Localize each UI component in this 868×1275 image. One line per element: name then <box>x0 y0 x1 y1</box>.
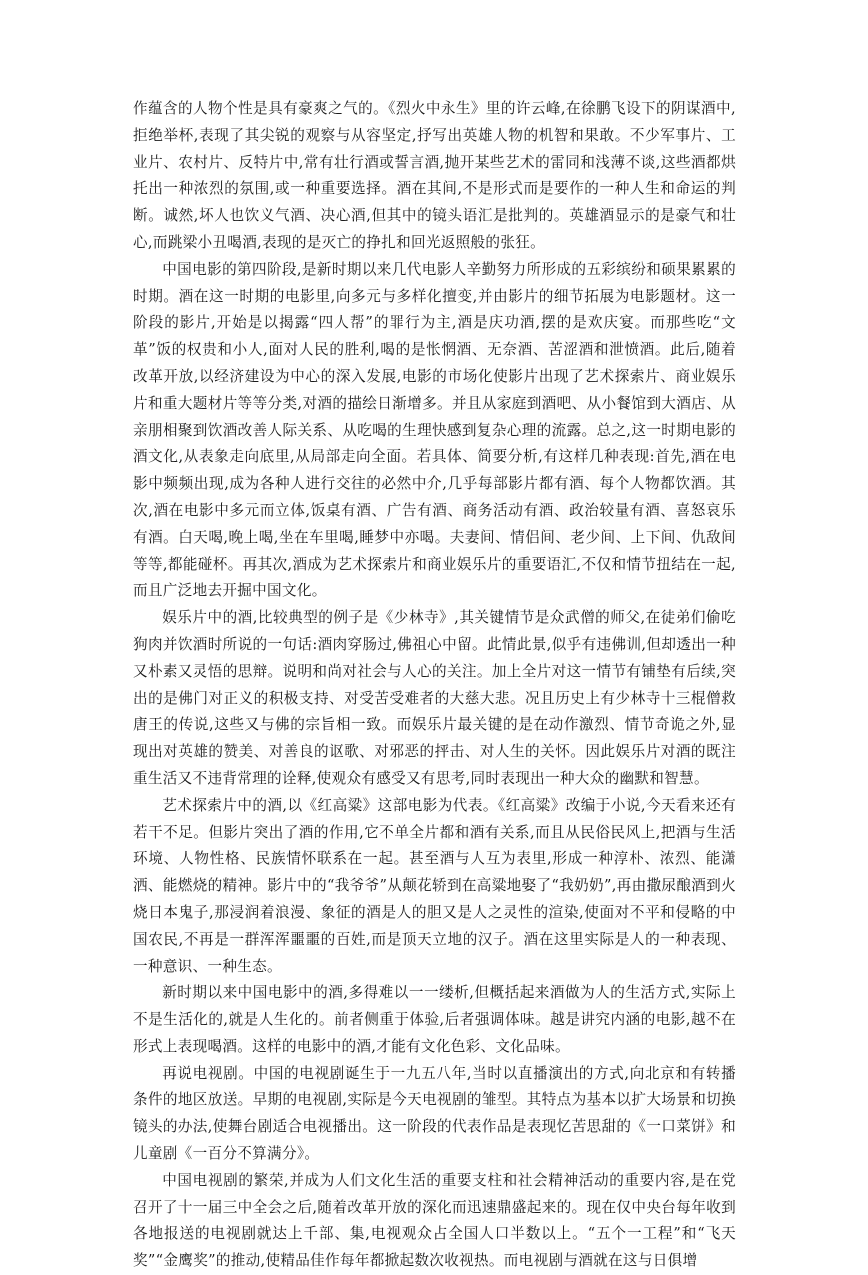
paragraph-fourth-stage: 中国电影的第四阶段,是新时期以来几代电影人辛勤努力所形成的五彩缤纷和硕果累累的时期。酒在这一时期的电影里,向多元与多样化擅变,并由影片的细节拓展为电影题材。这一阶段的影片,开始是以揭露“四人帮”的罪行为主,酒是庆功酒,摆的是欢庆宴。而那些吃“文革”饭的权贵和小人,面对人民的胜利,喝的是怅惘酒、无奈酒、苦涩酒和泄愤酒。此后,随着改革开放,以经济建设为中心的深入发展,电影的市场化使影片出现了艺术探索片、商业娱乐片和重大题材片等等分类,对酒的描绘日渐增多。并且从家庭到酒吧、从小餐馆到大酒店、从亲朋相聚到饮酒改善人际关系、从吃喝的生理快感到复杂心理的流露。总之,这一时期电影的酒文化,从表象走向底里,从局部走向全面。若具体、简要分析,有这样几种表现:首先,酒在电影中频频出现,成为各种人进行交往的必然中介,几乎每部影片都有酒、每个人物都饮酒。其次,酒在电影中多元而立体,饭桌有酒、广告有酒、商务活动有酒、政治较量有酒、喜怒哀乐有酒。白天喝,晚上喝,坐在车里喝,睡梦中亦喝。夫妻间、情侣间、老少间、上下间、仇敌间等等,都能碰杯。再其次,酒成为艺术探索片和商业娱乐片的重要语汇,不仅和情节扭结在一起,而且广泛地去开掘中国文化。 <box>133 260 736 600</box>
paragraph-art-films: 艺术探索片中的酒,以《红高粱》这部电影为代表。《红高粱》改编于小说,今天看来还有若干不足。但影片突出了酒的作用,它不单全片都和酒有关系,而且从民俗民风上,把酒与生活环境、人物性格、民族情怀联系在一起。甚至酒与人互为表里,形成一种淳朴、浓烈、能潇洒、能燃烧的精神。影片中的“我爷爷”从颠花轿到在高粱地娶了“我奶奶”,再由撒尿酿酒到火烧日本鬼子,那浸润着浪漫、象征的酒是人的胆又是人之灵性的渲染,使面对不平和侵略的中国农民,不再是一群浑浑噩噩的百姓,而是顶天立地的汉子。酒在这里实际是人的一种表现、一种意识、一种生态。 <box>133 796 736 975</box>
paragraph-entertainment-films: 娱乐片中的酒,比较典型的例子是《少林寺》,其关键情节是众武僧的师父,在徒弟们偷吃狗肉并饮酒时所说的一句话:酒肉穿肠过,佛祖心中留。此情此景,似乎有违佛训,但却透出一种又朴素又灵悟的思辩。说明和尚对社会与人心的关注。加上全片对这一情节有铺垫有后续,突出的是佛门对正义的积极支持、对受苦受难者的大慈大悲。况且历史上有少林寺十三棍僧救唐王的传说,这些又与佛的宗旨相一致。而娱乐片最关键的是在动作激烈、情节奇诡之外,显现出对英雄的赞美、对善良的讴歌、对邪恶的抨击、对人生的关怀。因此娱乐片对酒的既注重生活又不违背常理的诠释,使观众有感受又有思考,同时表现出一种大众的幽默和智慧。 <box>133 609 736 787</box>
paragraph-continued: 作蕴含的人物个性是具有豪爽之气的。《烈火中永生》里的许云峰,在徐鹏飞设下的阴谋酒中,拒绝举杯,表现了其尖锐的观察与从容坚定,抒写出英雄人物的机智和果敢。不少军事片、工业片、农村片、反特片中,常有壮行酒或誓言酒,抛开某些艺术的雷同和浅薄不谈,这些酒都烘托出一种浓烈的氛围,或一种重要选择。酒在其间,不是形式而是要作的一种人生和命运的判断。诚然,坏人也饮义气酒、决心酒,但其中的镜头语汇是批判的。英雄酒显示的是豪气和壮心,而跳梁小丑喝酒,表现的是灭亡的挣扎和回光返照般的张狂。 <box>133 100 736 251</box>
paragraph-tv-drama-prosperity: 中国电视剧的繁荣,并成为人们文化生活的重要支柱和社会精神活动的重要内容,是在党召开了十一届三中全会之后,随着改革开放的深化而迅速鼎盛起来的。现在仅中央台每年收到各地报送的电视剧就达上千部、集,电视观众占全国人口半数以上。“五个一工程”和“飞天奖”“金鹰奖”的推动,使精品佳作每年都掀起数次收视热。而电视剧与酒就在这与日俱增 <box>133 1171 736 1270</box>
document-body <box>133 96 736 1275</box>
paragraph-new-era-summary: 新时期以来中国电影中的酒,多得难以一一缕析,但概括起来酒做为人的生活方式,实际上不是生活化的,就是人生化的。前者侧重于体验,后者强调体味。越是讲究内涵的电影,越不在形式上表现喝酒。这样的电影中的酒,才能有文化色彩、文化品味。 <box>133 984 736 1055</box>
paragraph-tv-drama-origin: 再说电视剧。中国的电视剧诞生于一九五八年,当时以直播演出的方式,向北京和有转播条件的地区放送。早期的电视剧,实际是今天电视剧的雏型。其特点为基本以扩大场景和切换镜头的办法,使舞台剧适合电视播出。这一阶段的代表作品是表现忆苦思甜的《一口菜饼》和儿童剧《一百分不算满分》。 <box>133 1064 736 1163</box>
